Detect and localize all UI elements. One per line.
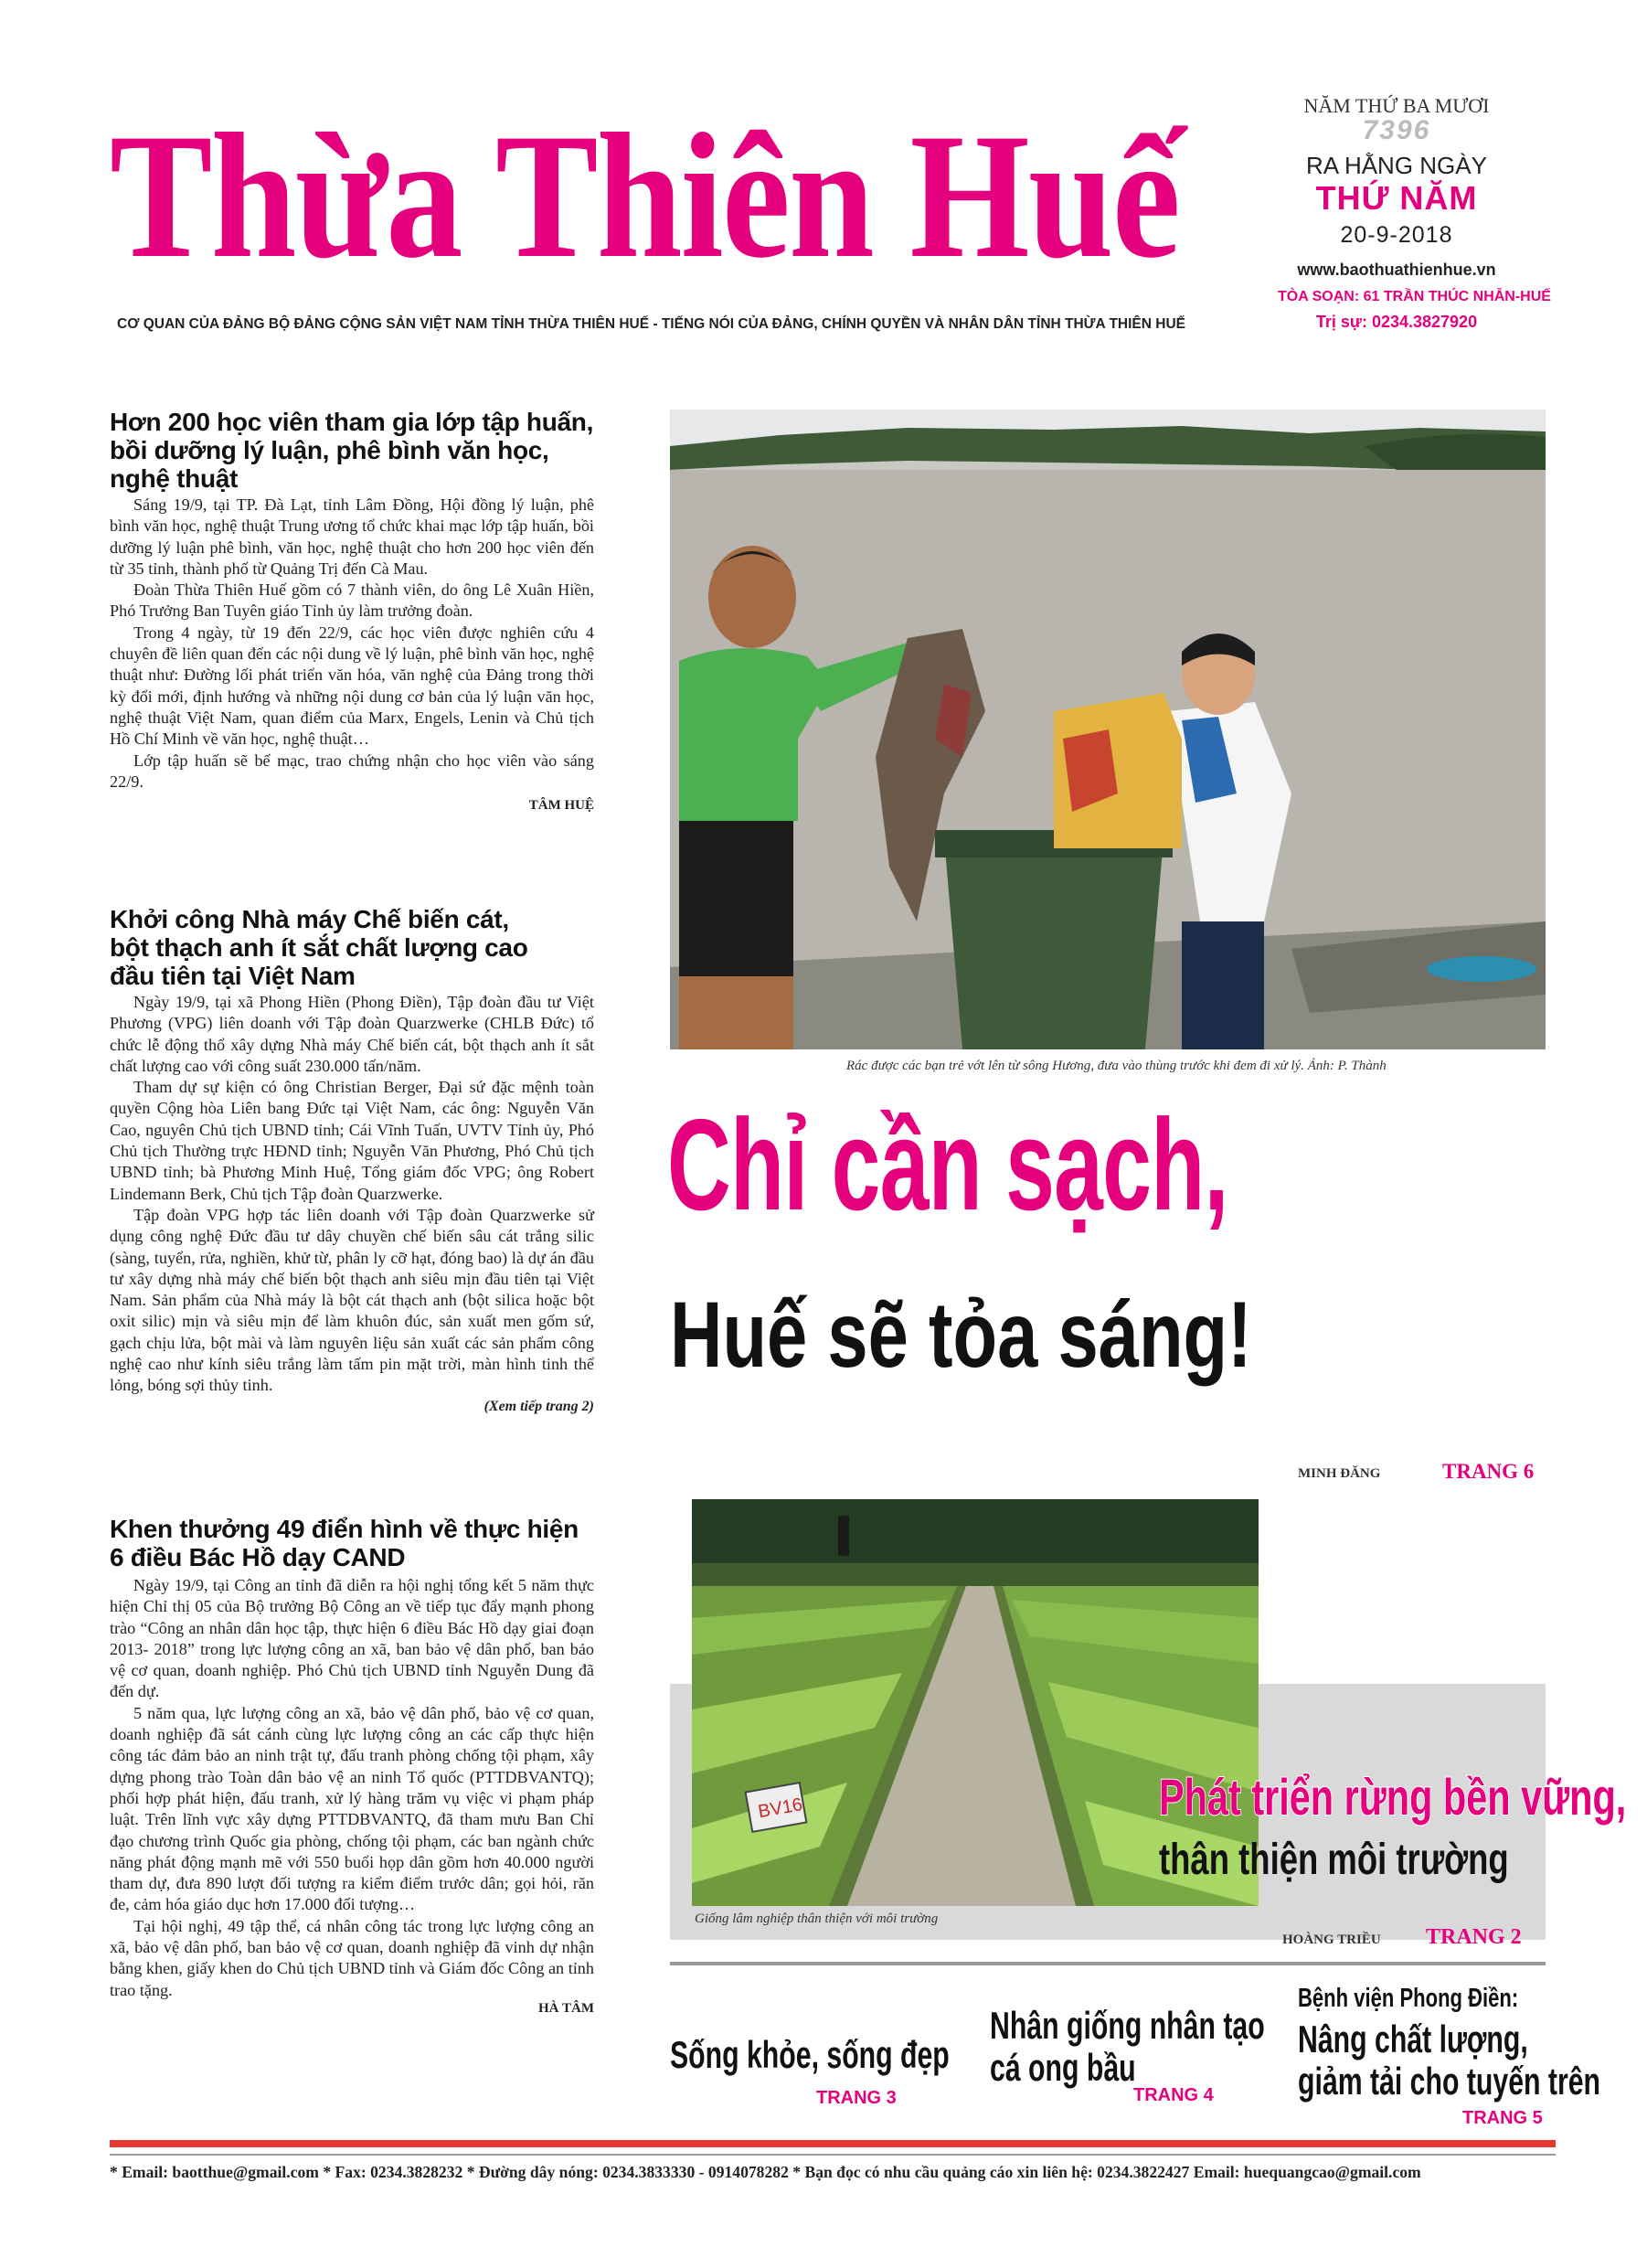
teaser-hospital-title[interactable]: Nâng chất lượng, giảm tải cho tuyến trên: [1298, 2018, 1601, 2103]
lead-headline-line1: Chỉ cần sạch,: [667, 1092, 1228, 1238]
teaser-health-title[interactable]: Sống khỏe, sống đẹp: [670, 2033, 950, 2076]
issue-year: NĂM THỨ BA MƯƠI: [1303, 94, 1490, 117]
article-body: Ngày 19/9, tại xã Phong Hiền (Phong Điền), Tập đoàn đầu tư Việt Phương (VPG) liên doanh với Tập đoàn Quarzwerke (CHLB Đức) tổ chức lễ động thổ xây dựng Nhà máy Chế biến cát, bột thạch anh ít sắt chất lượng cao với công suất 230.000 tấn/năm. Tham dự sự kiện có ông Christian Berger, Đại sứ đặc mệnh toàn quyền Cộng hòa Liên bang Đức tại Việt Nam, các ông: Nguyễn Văn Cao, nguyên Chủ tịch UBND tỉnh; Cái Vĩnh Tuấn, UVTV Tỉnh ủy, Phó Chủ tịch Thường trực HĐND tỉnh; Nguyễn Văn Phương, Phó Chủ tịch UBND tỉnh; bà Phương Minh Huệ, Tổng giám đốc VPG; ông Robert Lindemann Berk, Chủ tịch Tập đoàn Quarzwerke. Tập đoàn VPG hợp tác liên doanh với Tập đoàn Quarzwerke sử dụng công nghệ Đức đầu tư dây chuyền chế biến sâu cát trắng silic (sàng, tuyển, rửa, nghiền, khử từ, phân ly cỡ hạt, đóng bao) là dự án đầu tư xây dựng nhà máy chế biến bột thạch anh siêu mịn đầu tiên tại Việt Nam. Sản phẩm của Nhà máy là bột cát thạch anh (bột silica hoặc bột oxit silic) mịn và siêu mịn để làm khuôn đúc, sản xuất men gốm sứ, gạch chịu lửa, bột mài và làm nguyên liệu sản xuất các sản phẩm công nghệ cao như kính siêu trắng làm tấm pin mặt trời, màn hình tinh thể lỏng, bóng sợi thủy tinh.: [110, 993, 594, 1395]
teaser-fish-title[interactable]: Nhân giống nhân tạo cá ong bầu: [990, 2004, 1265, 2089]
article-title: Khen thưởng 49 điển hình về thực hiện 6 điều Bác Hồ dạy CAND: [110, 1515, 579, 1571]
footer-rule-thin: [110, 2154, 1556, 2156]
article-award: [110, 1515, 594, 2017]
teaser-fish-page[interactable]: TRANG 4: [1133, 2085, 1214, 2105]
lead-photo: [670, 410, 1546, 1049]
teaser-hospital-page[interactable]: TRANG 5: [1462, 2108, 1543, 2128]
lead-headline-line2: Huế sẽ tỏa sáng!: [670, 1283, 1252, 1387]
article-factory: [110, 905, 594, 1415]
footer-contacts: * Email: baotthue@gmail.com * Fax: 0234.3828232 * Đường dây nóng: 0234.3833330 - 0914078282 * Bạn đọc có nhu cầu quảng cáo xin liên hệ: 0234.3822427 Email: huequangcao@gmail.com: [110, 2163, 1421, 2181]
article-title: Hơn 200 học viên tham gia lớp tập huấn, bồi dưỡng lý luận, phê bình văn học, nghệ thuật: [110, 408, 594, 493]
issue-weekday: THỨ NĂM: [1315, 179, 1478, 217]
footer-rule: [110, 2140, 1556, 2147]
feature-headline-line2: thân thiện môi trường: [1159, 1836, 1509, 1884]
see-more-link[interactable]: (Xem tiếp trang 2): [483, 1398, 594, 1414]
masthead-tagline: CƠ QUAN CỦA ĐẢNG BỘ ĐẢNG CỘNG SẢN VIỆT NAM TỈNH THỪA THIÊN HUẾ - TIẾNG NÓI CỦA ĐẢNG, CHÍNH QUYỀN VÀ NHÂN DÂN TỈNH THỪA THIÊN HUẾ: [117, 316, 1186, 332]
issue-date: 20-9-2018: [1340, 222, 1453, 248]
lead-page-ref[interactable]: TRANG 6: [1442, 1460, 1535, 1483]
lead-author: MINH ĐĂNG: [1298, 1466, 1381, 1481]
feature-photo-caption: Giống lâm nghiệp thân thiện với môi trường: [695, 1911, 939, 1926]
masthead-title: Thừa Thiên Huế: [110, 97, 1180, 295]
article-body: Ngày 19/9, tại Công an tỉnh đã diễn ra hội nghị tổng kết 5 năm thực hiện Chỉ thị 05 của Bộ trưởng Bộ Công an về tiếp tục đẩy mạnh phong trào “Công an nhân dân học tập, thực hiện 6 điều Bác Hồ dạy giai đoạn 2013- 2018” trong lực lượng công an xã, ban bảo vệ dân phố, ban bảo vệ cơ quan, doanh nghiệp. Phó Chủ tịch UBND tỉnh Nguyễn Dung đã đến dự. 5 năm qua, lực lượng công an xã, bảo vệ dân phố, bảo vệ cơ quan, doanh nghiệp đã sát cánh cùng lực lượng công an các cấp thực hiện công tác đảm bảo an ninh trật tự, đấu tranh phòng chống tội phạm, xây dựng phong trào Toàn dân bảo vệ an ninh Tổ quốc (PTTDBVANTQ); phối hợp phát hiện, đấu tranh, xử lý hàng trăm vụ việc vi phạm pháp luật. Trên lĩnh vực xây dựng PTTDBVANTQ, đã tham mưu Ban Chỉ đạo chương trình Quốc gia phòng, chống tội phạm, các ban ngành chức năng phát động mạnh mẽ với 550 buổi họp dân gồm hơn 40.000 người tham dự, đưa 890 lượt đối tượng ra kiểm điểm trước dân; gọi hỏi, răn đe, cảm hóa giáo dục hơn 17.000 đối tượng… Tại hội nghị, 49 tập thể, cá nhân công tác trong lực lượng công an xã, bảo vệ dân phố, ban bảo vệ cơ quan, doanh nghiệp đã vinh dự nhận bằng khen, giấy khen do Chủ tịch UBND tỉnh và Giám đốc Công an tỉnh trao tặng.: [110, 1576, 594, 1999]
lead-photo-caption: Rác được các bạn trẻ vớt lên từ sông Hương, đưa vào thùng trước khi đem đi xử lý. Ảnh: P. Thành: [846, 1059, 1387, 1073]
office-address: TÒA SOẠN: 61 TRẦN THÚC NHẪN-HUẾ: [1278, 289, 1551, 304]
article-title: Khởi công Nhà máy Chế biến cát, bột thạch anh ít sắt chất lượng cao đầu tiên tại Việt Nam: [110, 905, 528, 990]
article-body: Sáng 19/9, tại TP. Đà Lạt, tỉnh Lâm Đồng, Hội đồng lý luận, phê bình văn học, nghệ thuật Trung ương tổ chức khai mạc lớp tập huấn, bồi dưỡng lý luận phê bình, văn học, nghệ thuật cho hơn 200 học viên đến từ 35 tỉnh, thành phố từ Quảng Trị đến Cà Mau. Đoàn Thừa Thiên Huế gồm có 7 thành viên, do ông Lê Xuân Hiền, Phó Trưởng Ban Tuyên giáo Tỉnh ủy làm trưởng đoàn. Trong 4 ngày, từ 19 đến 22/9, các học viên được nghiên cứu 4 chuyên đề liên quan đến các nội dung về lý luận, phê bình văn học, nghệ thuật như: Đường lối phát triển văn hóa, văn nghệ của Đảng trong thời kỳ đổi mới, định hướng và những nội dung cơ bản của lý luận văn học, nghệ thuật Việt Nam, quan điểm của Marx, Engels, Lenin và Chủ tịch Hồ Chí Minh về văn học, nghệ thuật… Lớp tập huấn sẽ bế mạc, trao chứng nhận cho học viên vào sáng 22/9.: [110, 495, 594, 791]
article-byline: HÀ TÂM: [538, 2000, 594, 2016]
feature-author: HOÀNG TRIỀU: [1282, 1933, 1381, 1947]
website-link[interactable]: www.baothuathienhue.vn: [1297, 261, 1496, 279]
issue-number: 7396: [1362, 115, 1431, 145]
teaser-health-page[interactable]: TRANG 3: [816, 2088, 897, 2108]
feature-headline-line1: Phát triển rừng bền vững,: [1159, 1768, 1627, 1826]
feature-page-ref[interactable]: TRANG 2: [1426, 1925, 1522, 1949]
office-phone: Trị sự: 0234.3827920: [1315, 313, 1478, 331]
teaser-divider: [670, 1962, 1546, 1965]
sign-label: BV16: [756, 1794, 804, 1823]
issue-frequency: RA HẰNG NGÀY: [1306, 152, 1487, 179]
teaser-hospital-kicker: Bệnh viện Phong Điền:: [1298, 1984, 1519, 2013]
river-cleanup-image: [670, 410, 1546, 1049]
article-byline: TÂM HUỆ: [528, 798, 594, 814]
article-training: [110, 408, 594, 814]
